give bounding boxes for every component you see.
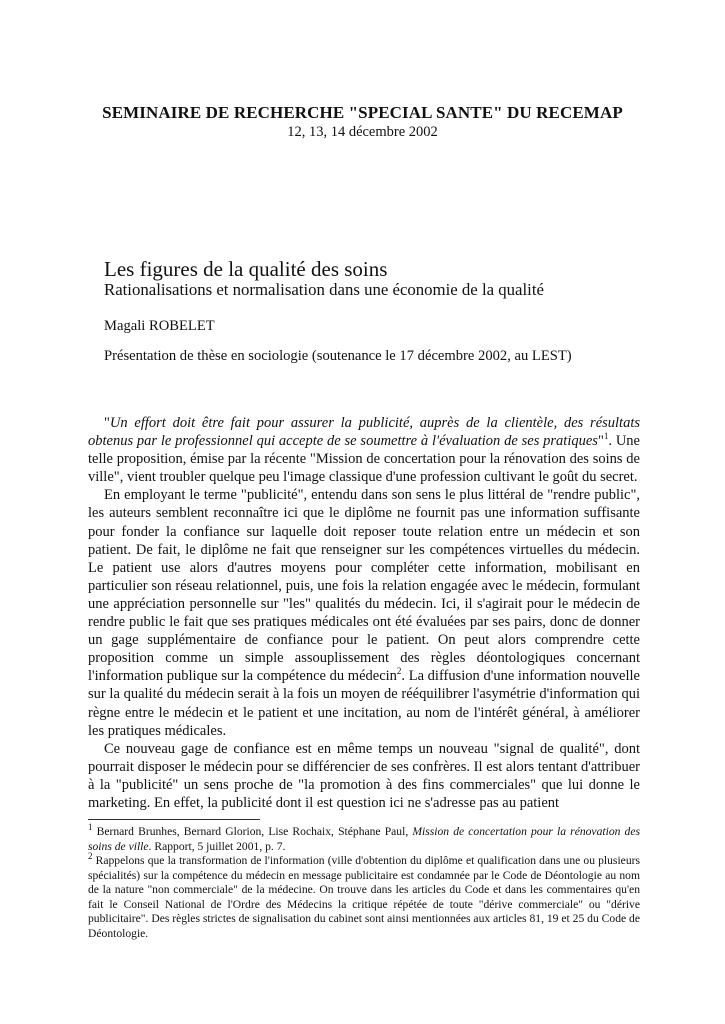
footnote-number-1: 1 [88,822,93,833]
open-quote: " [104,415,110,431]
presentation-note: Présentation de thèse en sociologie (soutenance le 17 décembre 2002, au LEST) [104,348,572,364]
article-title: Les figures de la qualité des soins [104,257,388,281]
footnotes [88,822,640,941]
quotation: Un effort doit être fait pour assurer la publicité, auprès de la clientèle, des résultats obtenus par le professionnel qui accepte de se soumettre à l'évaluation de ses pratiques [88,415,640,450]
footnote-1-authors: Bernard Brunhes, Bernard Glorion, Lise Rochaix, Stéphane Paul, [92,825,413,838]
footnote-separator [88,819,260,820]
paragraph-3: Ce nouveau gage de confiance est en même temps un nouveau "signal de qualité", dont pourrait disposer le médecin pour se différencier de ses confrères. Il est alors tentant d'attribuer à la "publicité" un sens proche de "la promotion à des fins commerciales" que lui donne le marketing. En effet, la publicité dont il est question ici ne s'adresse pas au patient [88,740,640,811]
footnote-ref-2[interactable]: 2 [396,666,402,677]
footnote-number-2: 2 [88,851,93,862]
paragraph-2-text-a: En employant le terme "publicité", entendu dans son sens le plus littéral de "rendre public", les auteurs semblent reconnaître ici que le diplôme ne fournit pas une information suffisante pour fonder la confiance sur laquelle doit reposer toute relation entre un médecin et son patient. De fait, le diplôme ne fait que renseigner sur les compétences virtuelles du médecin. Le patient use alors d'autres moyens pour compléter cette information, mobilisant en particulier son réseau relationnel, puis, une fois la relation engagée avec le médecin, formulant une appréciation personnelle sur "les" qualités du médecin. Ici, il s'agirait pour le médecin de rendre public le fait que ses pratiques médicales ont été évaluées par ses pairs, donc de donner un gage supplémentaire de confiance pour le patient. On peut alors comprendre cette proposition comme un simple assouplissement des règles déontologiques concernant l'information publique sur la compétence du médecin [88,487,640,685]
seminar-title: SEMINAIRE DE RECHERCHE "SPECIAL SANTE" DU RECEMAP [102,103,623,122]
footnote-2-text: Rappelons que la transformation de l'information (ville d'obtention du diplôme et qualification dans une ou plusieurs spécialités) sur la compétence du médecin en message publicitaire est condamnée par le Code de Déontologie au nom de la nature "non commerciale" de la médecine. On trouve dans les articles du Code et dans les commentaires qu'en fait le Conseil National de l'Ordre des Médecins la critique répétée de toute "dérive commerciale" ou "dérive publicitaire". Des règles strictes de signalisation du cabinet sont ainsi mentionnées aux articles 81, 19 et 25 du Code de Déontologie. [88,854,640,940]
body-text [88,414,640,812]
paragraph-2-text-b: . La diffusion d'une information nouvelle sur la qualité du médecin serait à la fois un moyen de rééquilibrer l'asymétrie d'information qui règne entre le médecin et le patient et une incitation, au nom de l'intérêt général, à améliorer les pratiques médicales. [88,668,640,739]
footnote-1-title: Mission de concertation pour la rénovation des soins de ville [88,825,640,853]
footnote-1 [88,822,640,854]
paragraph-1 [88,414,640,486]
author-name: Magali ROBELET [104,318,215,334]
footnote-ref-1[interactable]: 1 [603,431,609,442]
seminar-header [0,103,725,141]
footnote-2 [88,851,640,941]
paragraph-2 [88,486,640,739]
footnote-1-rest: . Rapport, 5 juillet 2001, p. 7. [148,839,286,853]
close-quote: " [597,433,604,450]
seminar-date: 12, 13, 14 décembre 2002 [287,124,438,140]
article-subtitle: Rationalisations et normalisation dans une économie de la qualité [104,280,544,299]
paragraph-1-text: . Une telle proposition, émise par la récente "Mission de concertation pour la rénovation des soins de ville", vient troubler quelque peu l'image classique d'une profession cultivant le goût du secret. [88,433,640,486]
